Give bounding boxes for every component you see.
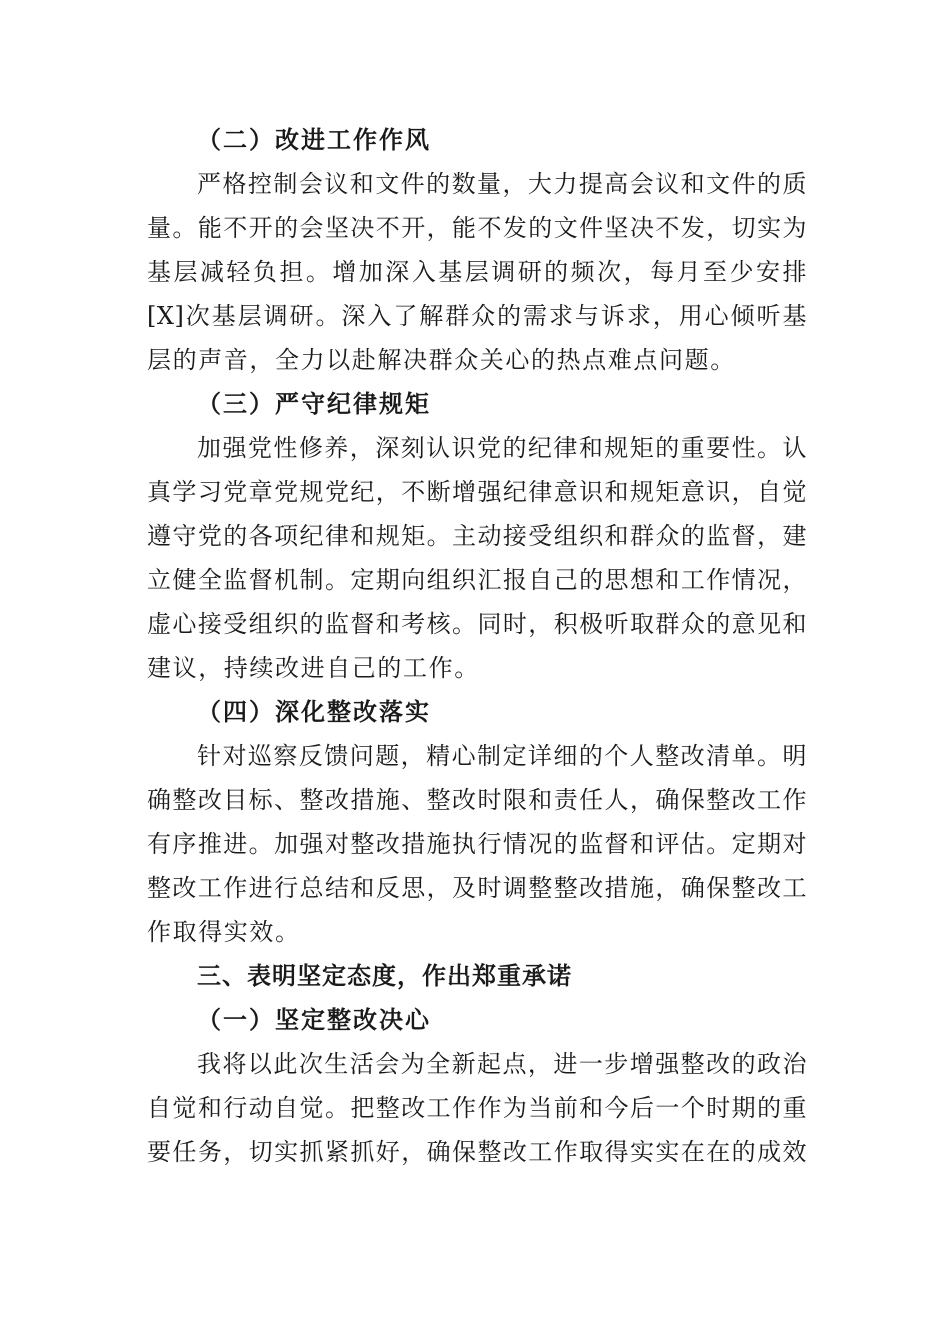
section-heading-improve-work-style: （二）改进工作作风 <box>197 125 431 154</box>
section-heading-firm-resolve: （一）坚定整改决心 <box>197 1005 431 1034</box>
text-line: 真学习党章党规党纪，不断增强纪律意识和规矩意识，自觉 <box>147 478 807 506</box>
text-line: 加强党性修养，深刻认识党的纪律和规矩的重要性。认 <box>197 434 807 462</box>
document-body <box>147 118 807 1174</box>
text-line: 建议，持续改进自己的工作。 <box>147 654 480 682</box>
text-line: 作取得实效。 <box>147 918 301 946</box>
text-line: 严格控制会议和文件的数量，大力提高会议和文件的质 <box>197 170 807 198</box>
text-line: 量。能不开的会坚决不开，能不发的文件坚决不发，切实为 <box>147 214 807 242</box>
paragraph-discipline-rules <box>147 426 807 690</box>
text-line: 立健全监督机制。定期向组织汇报自己的思想和工作情况， <box>147 566 807 594</box>
text-line: 基层减轻负担。增加深入基层调研的频次，每月至少安排 <box>147 258 807 286</box>
text-line: 层的声音，全力以赴解决群众关心的热点难点问题。 <box>147 346 736 374</box>
text-line: 有序推进。加强对整改措施执行情况的监督和评估。定期对 <box>147 830 807 858</box>
text-line: 要任务，切实抓紧抓好，确保整改工作取得实实在在的成效 <box>147 1138 807 1166</box>
text-line: [X]次基层调研。深入了解群众的需求与诉求，用心倾听基 <box>147 302 807 330</box>
text-line: 确整改目标、整改措施、整改时限和责任人，确保整改工作 <box>147 786 807 814</box>
paragraph-deepen-rectification <box>147 734 807 954</box>
text-line: 针对巡察反馈问题，精心制定详细的个人整改清单。明 <box>197 742 807 770</box>
text-line: 我将以此次生活会为全新起点，进一步增强整改的政治 <box>197 1050 807 1078</box>
section-heading-deepen-rectification: （四）深化整改落实 <box>197 697 431 726</box>
paragraph-improve-work-style <box>147 162 807 382</box>
section-heading-discipline-rules: （三）严守纪律规矩 <box>197 389 431 418</box>
text-line: 整改工作进行总结和反思，及时调整整改措施，确保整改工 <box>147 874 807 902</box>
text-line: 遵守党的各项纪律和规矩。主动接受组织和群众的监督，建 <box>147 522 807 550</box>
text-line: 自觉和行动自觉。把整改工作作为当前和今后一个时期的重 <box>147 1094 807 1122</box>
part-heading-firm-commitment: 三、表明坚定态度，作出郑重承诺 <box>197 962 572 990</box>
text-line: 虚心接受组织的监督和考核。同时，积极听取群众的意见和 <box>147 610 807 638</box>
paragraph-firm-resolve <box>147 1042 807 1174</box>
